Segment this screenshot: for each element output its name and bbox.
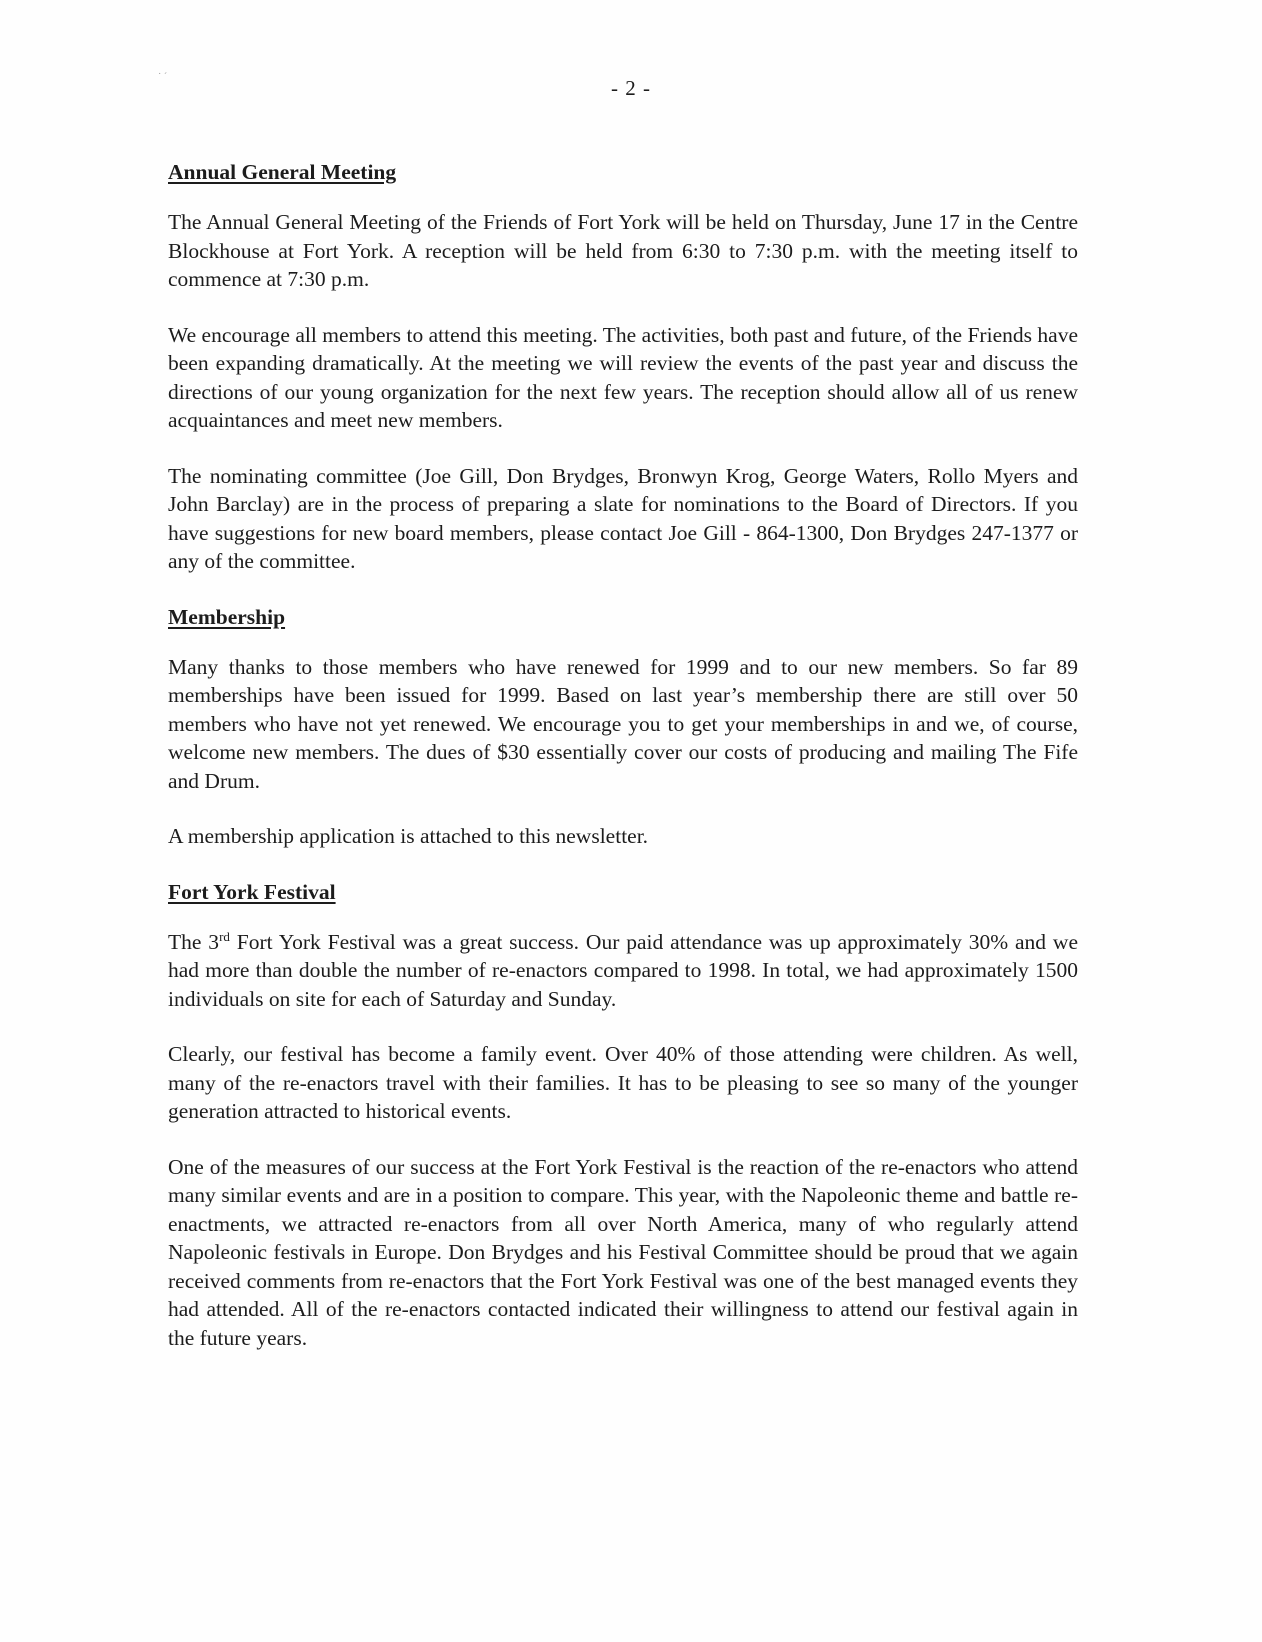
paragraph: Clearly, our festival has become a family event. Over 40% of those attending were children. As well, many of the re-enactors travel with their families. It has to be pleasing to see so many of the younger generation attracted to historical events. (168, 1042, 1078, 1123)
paragraph: The Annual General Meeting of the Friends of Fort York will be held on Thursday, June 17 in the Centre Blockhouse at Fort York. A reception will be held from 6:30 to 7:30 p.m. with the meeting itself to commence at 7:30 p.m. (168, 210, 1078, 291)
paragraph: Many thanks to those members who have renewed for 1999 and to our new members. So far 89 memberships have been issued for 1999. Based on last year’s membership there are still over 50 members who have not yet renewed. We encourage you to get your memberships in and we, of course, welcome new members. The dues of $30 essentially cover our costs of producing and mailing The Fife and Drum. (168, 654, 1078, 793)
page-number: - 2 - (611, 76, 651, 100)
paragraph: One of the measures of our success at the Fort York Festival is the reaction of the re-enactors who attend many similar events and are in a position to compare. This year, with the Napoleonic theme and battle re-enactments, we attracted re-enactors from all over North America, many of who regularly attend Napoleonic festivals in Europe. Don Brydges and his Festival Committee should be proud that we again received comments from re-enactors that the Fort York Festival was one of the best managed events they had attended. All of the re-enactors contacted indicated their willingness to attend our festival again in the future years. (168, 1154, 1078, 1350)
paragraph: The nominating committee (Joe Gill, Don Brydges, Bronwyn Krog, George Waters, Rollo Myers and John Barclay) are in the process of preparing a slate for nominations to the Board of Directors. If you have suggestions for new board members, please contact Joe Gill - 864-1300, Don Brydges 247-1377 or any of the committee. (168, 463, 1078, 573)
scan-speck: ˙ ˊ (158, 72, 168, 83)
paragraph-festival-intro (168, 928, 1078, 1014)
section-heading: Fort York Festival (168, 879, 336, 904)
section-membership (168, 603, 1078, 851)
ordinal-suffix: rd (219, 928, 230, 944)
text-run: The 3 (168, 929, 220, 954)
section-annual-general-meeting (168, 158, 1078, 576)
paragraph: A membership application is attached to this newsletter. (168, 824, 649, 848)
paragraph: We encourage all members to attend this meeting. The activities, both past and future, of the Friends have been expanding dramatically. At the meeting we will review the events of the past year and discuss the directions of our young organization for the next few years. The reception should allow all of us renew acquaintances and meet new members. (168, 322, 1078, 432)
section-heading: Membership (168, 604, 286, 629)
text-run: Fort York Festival was a great success. Our paid attendance was up approximately 30% and we had more than double the number of re-enactors compared to 1998. In total, we had approximately 1500 individuals on site for each of Saturday and Sunday. (168, 929, 1078, 1011)
section-heading: Annual General Meeting (168, 160, 397, 184)
section-fort-york-festival (168, 878, 1078, 1353)
document-body (168, 158, 1078, 1379)
